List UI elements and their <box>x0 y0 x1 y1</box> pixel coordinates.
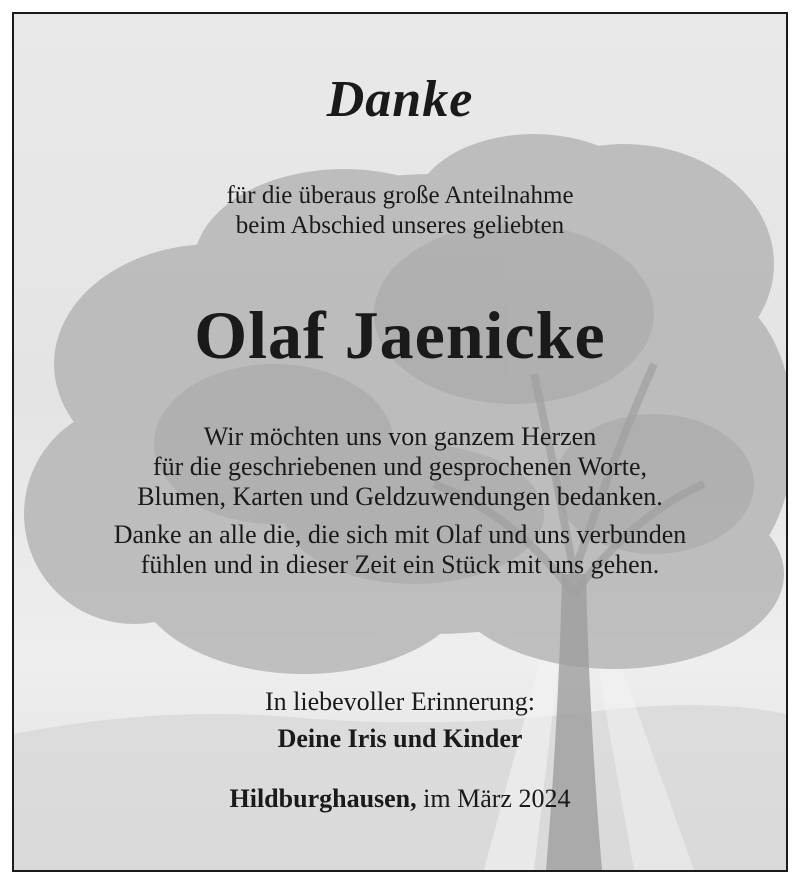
memory-line: In liebevoller Erinnerung: <box>264 687 536 716</box>
intro-line-2: beim Abschied unseres geliebten <box>235 212 565 239</box>
obituary-frame <box>12 12 788 872</box>
signature: Deine Iris und Kinder <box>277 724 523 753</box>
notice-date: im März 2024 <box>416 784 571 813</box>
place-name: Hildburghausen, <box>229 784 417 813</box>
notice-title: Danke <box>326 71 474 128</box>
deceased-name: Olaf Jaenicke <box>194 297 606 373</box>
intro-line-1: für die überaus große Anteilnahme <box>226 182 574 209</box>
body-line-5: fühlen und in dieser Zeit ein Stück mit uns gehen. <box>140 550 660 579</box>
place-date-line <box>14 784 786 814</box>
body-line-3: Blumen, Karten und Geldzuwendungen bedanken. <box>137 482 663 511</box>
body-line-1: Wir möchten uns von ganzem Herzen <box>203 422 597 451</box>
body-line-2: für die geschriebenen und gesprochenen Worte, <box>152 452 648 481</box>
body-line-4: Danke an alle die, die sich mit Olaf und uns verbunden <box>113 520 687 549</box>
